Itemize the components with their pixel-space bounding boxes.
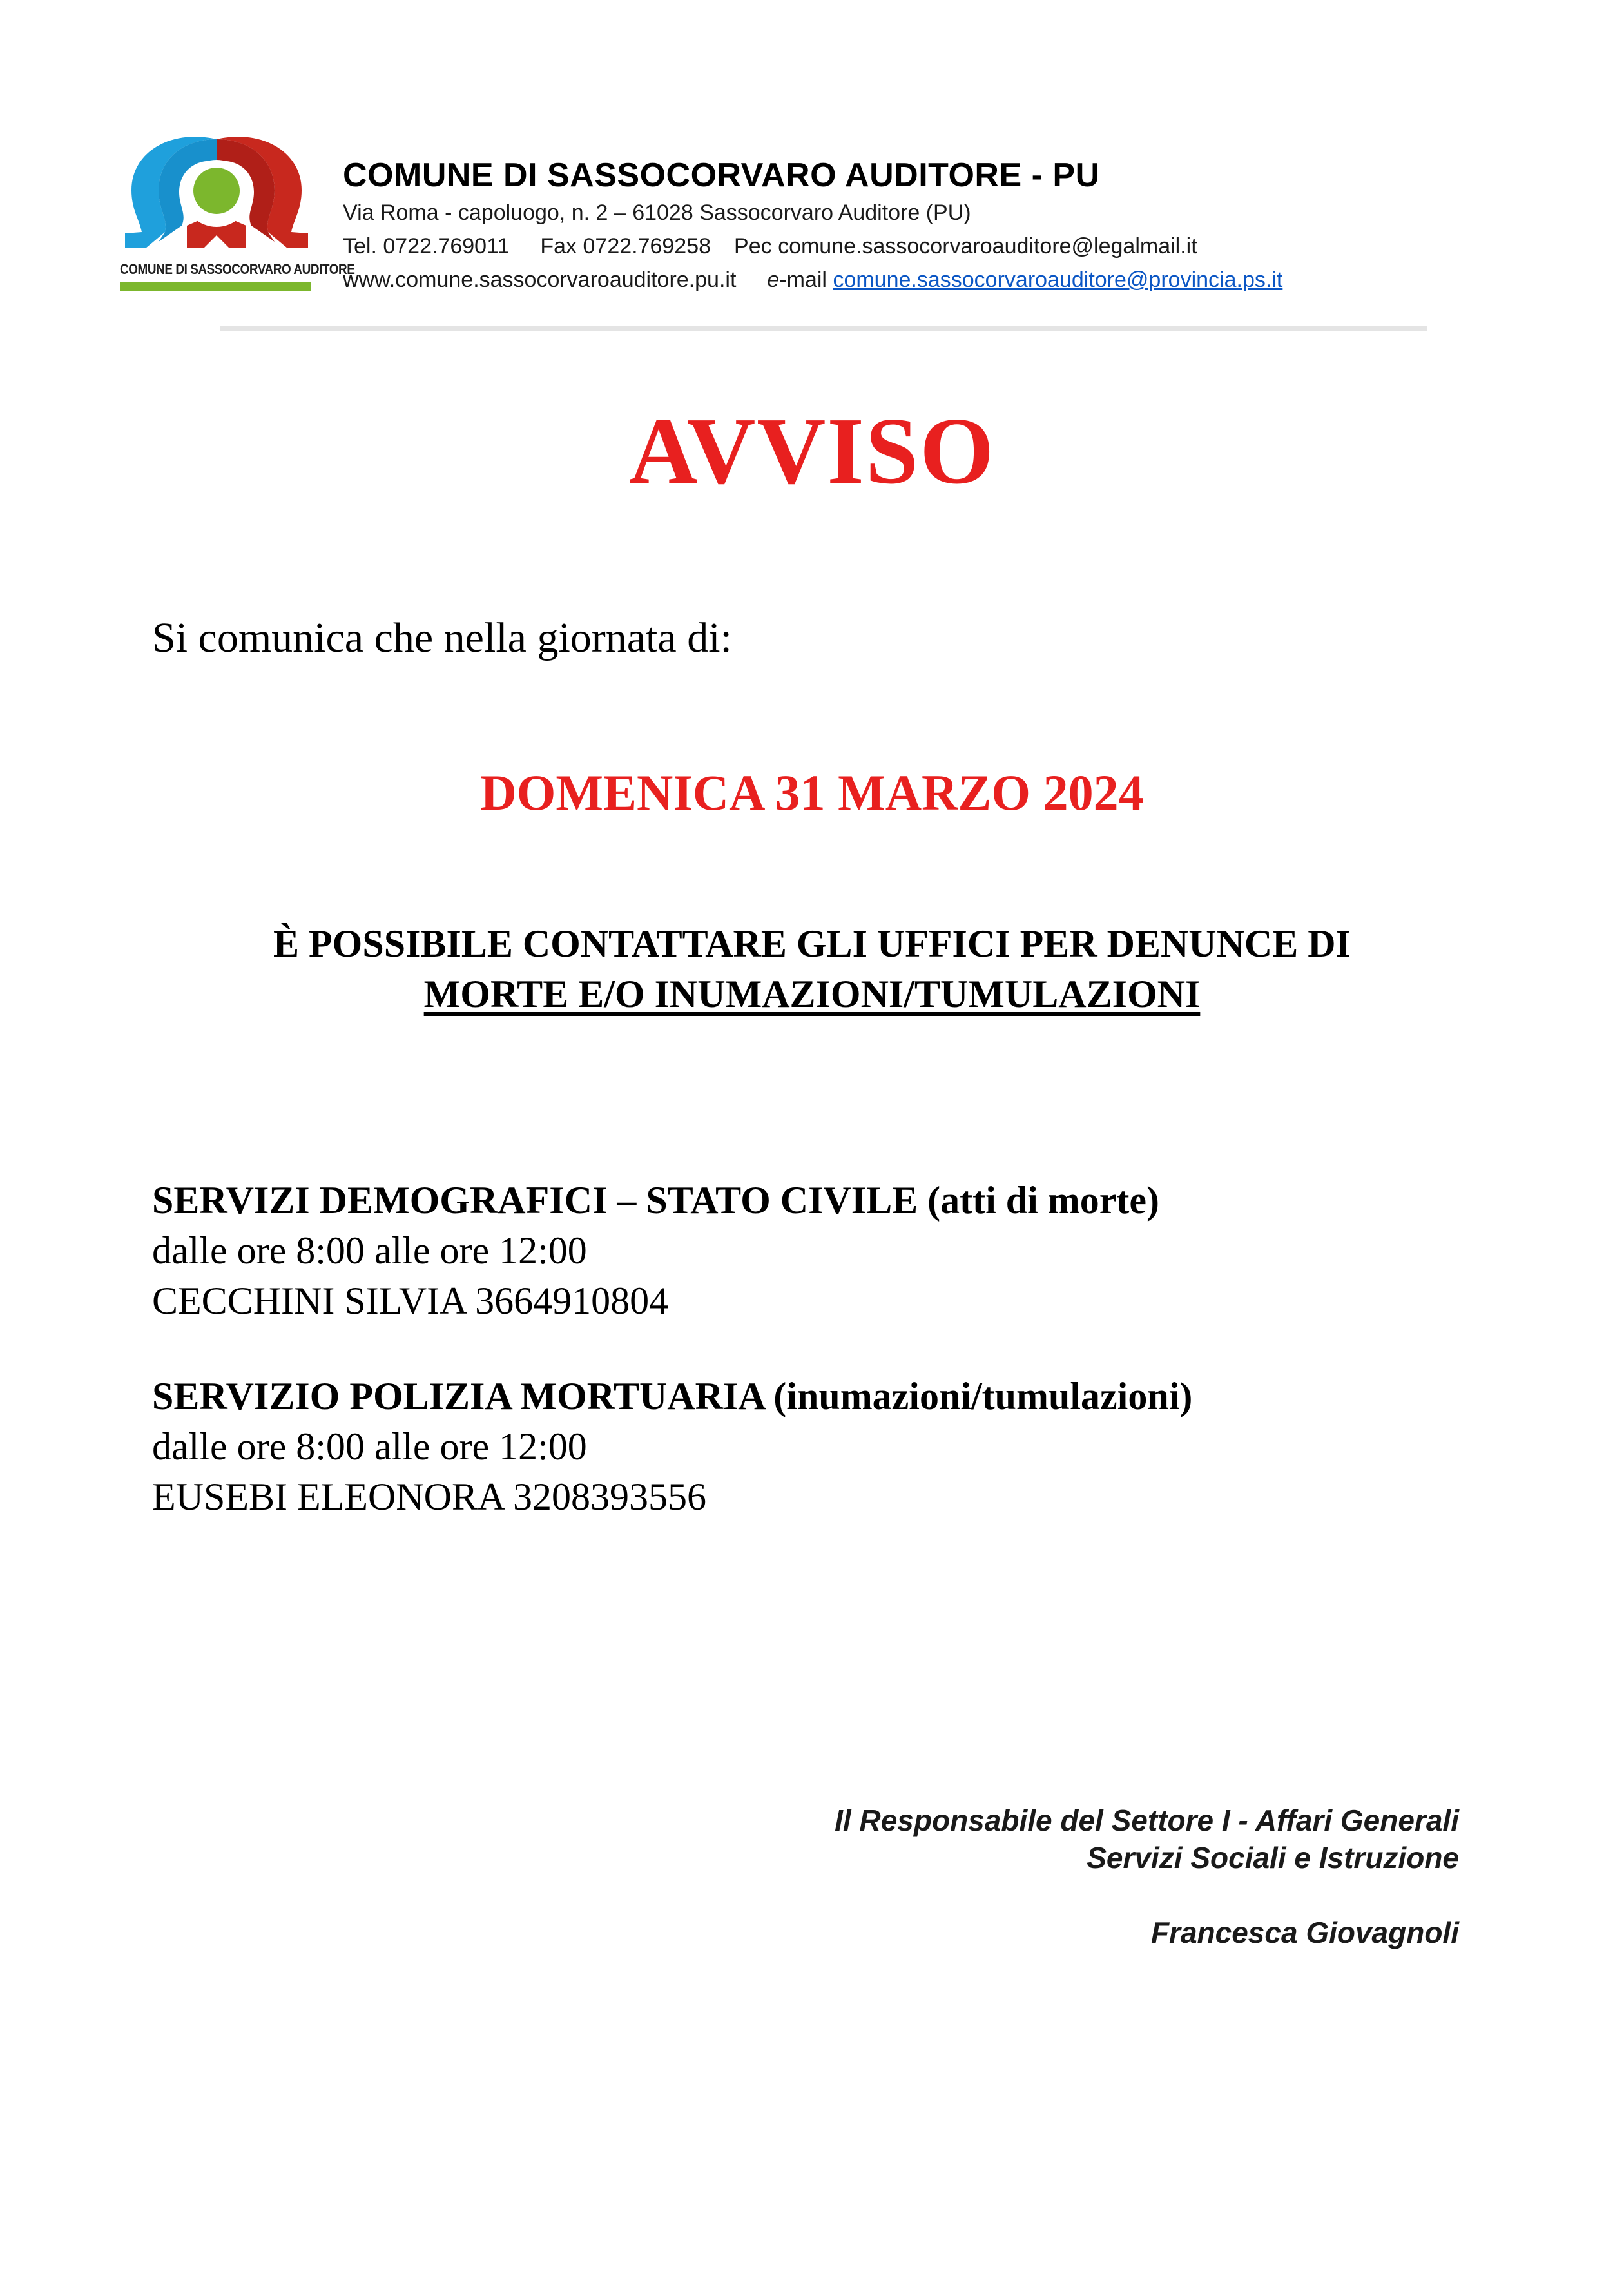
address-line: Via Roma - capoluogo, n. 2 – 61028 Sassocorvaro Auditore (PU) bbox=[343, 200, 971, 225]
letterhead bbox=[120, 129, 1435, 322]
signature-department: Servizi Sociali e Istruzione bbox=[1087, 1841, 1459, 1875]
logo-caption: COMUNE DI SASSOCORVARO AUDITORE bbox=[120, 261, 355, 277]
notice-line-2: MORTE E/O INUMAZIONI/TUMULAZIONI bbox=[423, 973, 1201, 1015]
notice-title: AVVISO bbox=[628, 398, 996, 504]
tel-number: Tel. 0722.769011 bbox=[343, 234, 510, 258]
service-block-polizia-mortuaria bbox=[152, 1371, 1192, 1522]
service-hours: dalle ore 8:00 alle ore 12:00 bbox=[152, 1425, 587, 1468]
service-contact: EUSEBI ELEONORA 3208393556 bbox=[152, 1475, 706, 1518]
municipality-logo bbox=[120, 135, 355, 297]
contact-block bbox=[343, 155, 1438, 297]
email-label: e bbox=[767, 268, 780, 292]
service-block-demografici bbox=[152, 1175, 1159, 1326]
email-label-rest: -mail bbox=[779, 268, 827, 292]
logo-green-bar bbox=[120, 282, 311, 291]
fax-number: Fax 0722.769258 bbox=[540, 234, 711, 258]
signature-role: Il Responsabile del Settore I - Affari Generali bbox=[835, 1804, 1459, 1837]
phone-line bbox=[343, 229, 1438, 263]
notice-intro: Si comunica che nella giornata di: bbox=[152, 614, 732, 661]
header-divider bbox=[220, 326, 1427, 331]
service-heading: SERVIZIO POLIZIA MORTUARIA (inumazioni/tumulazioni) bbox=[152, 1375, 1193, 1417]
notice-date: DOMENICA 31 MARZO 2024 bbox=[480, 764, 1144, 821]
service-heading: SERVIZI DEMOGRAFICI – STATO CIVILE (atti di morte) bbox=[152, 1179, 1159, 1222]
signature-name: Francesca Giovagnoli bbox=[1150, 1916, 1459, 1949]
website-link[interactable]: www.comune.sassocorvaroauditore.pu.it bbox=[343, 268, 737, 292]
email-link[interactable]: comune.sassocorvaroauditore@provincia.ps.it bbox=[833, 268, 1283, 292]
notice-line-1: È POSSIBILE CONTATTARE GLI UFFICI PER DENUNCE DI bbox=[273, 922, 1351, 965]
notice-statement bbox=[0, 919, 1624, 1019]
org-name: COMUNE DI SASSOCORVARO AUDITORE - PU bbox=[343, 157, 1100, 194]
web-line bbox=[343, 263, 1438, 297]
service-hours: dalle ore 8:00 alle ore 12:00 bbox=[152, 1229, 587, 1272]
signature-block bbox=[835, 1802, 1459, 1951]
service-contact: CECCHINI SILVIA 3664910804 bbox=[152, 1280, 669, 1322]
logo-emblem-icon bbox=[120, 135, 313, 264]
pec-address: Pec comune.sassocorvaroauditore@legalmail.it bbox=[734, 234, 1197, 258]
